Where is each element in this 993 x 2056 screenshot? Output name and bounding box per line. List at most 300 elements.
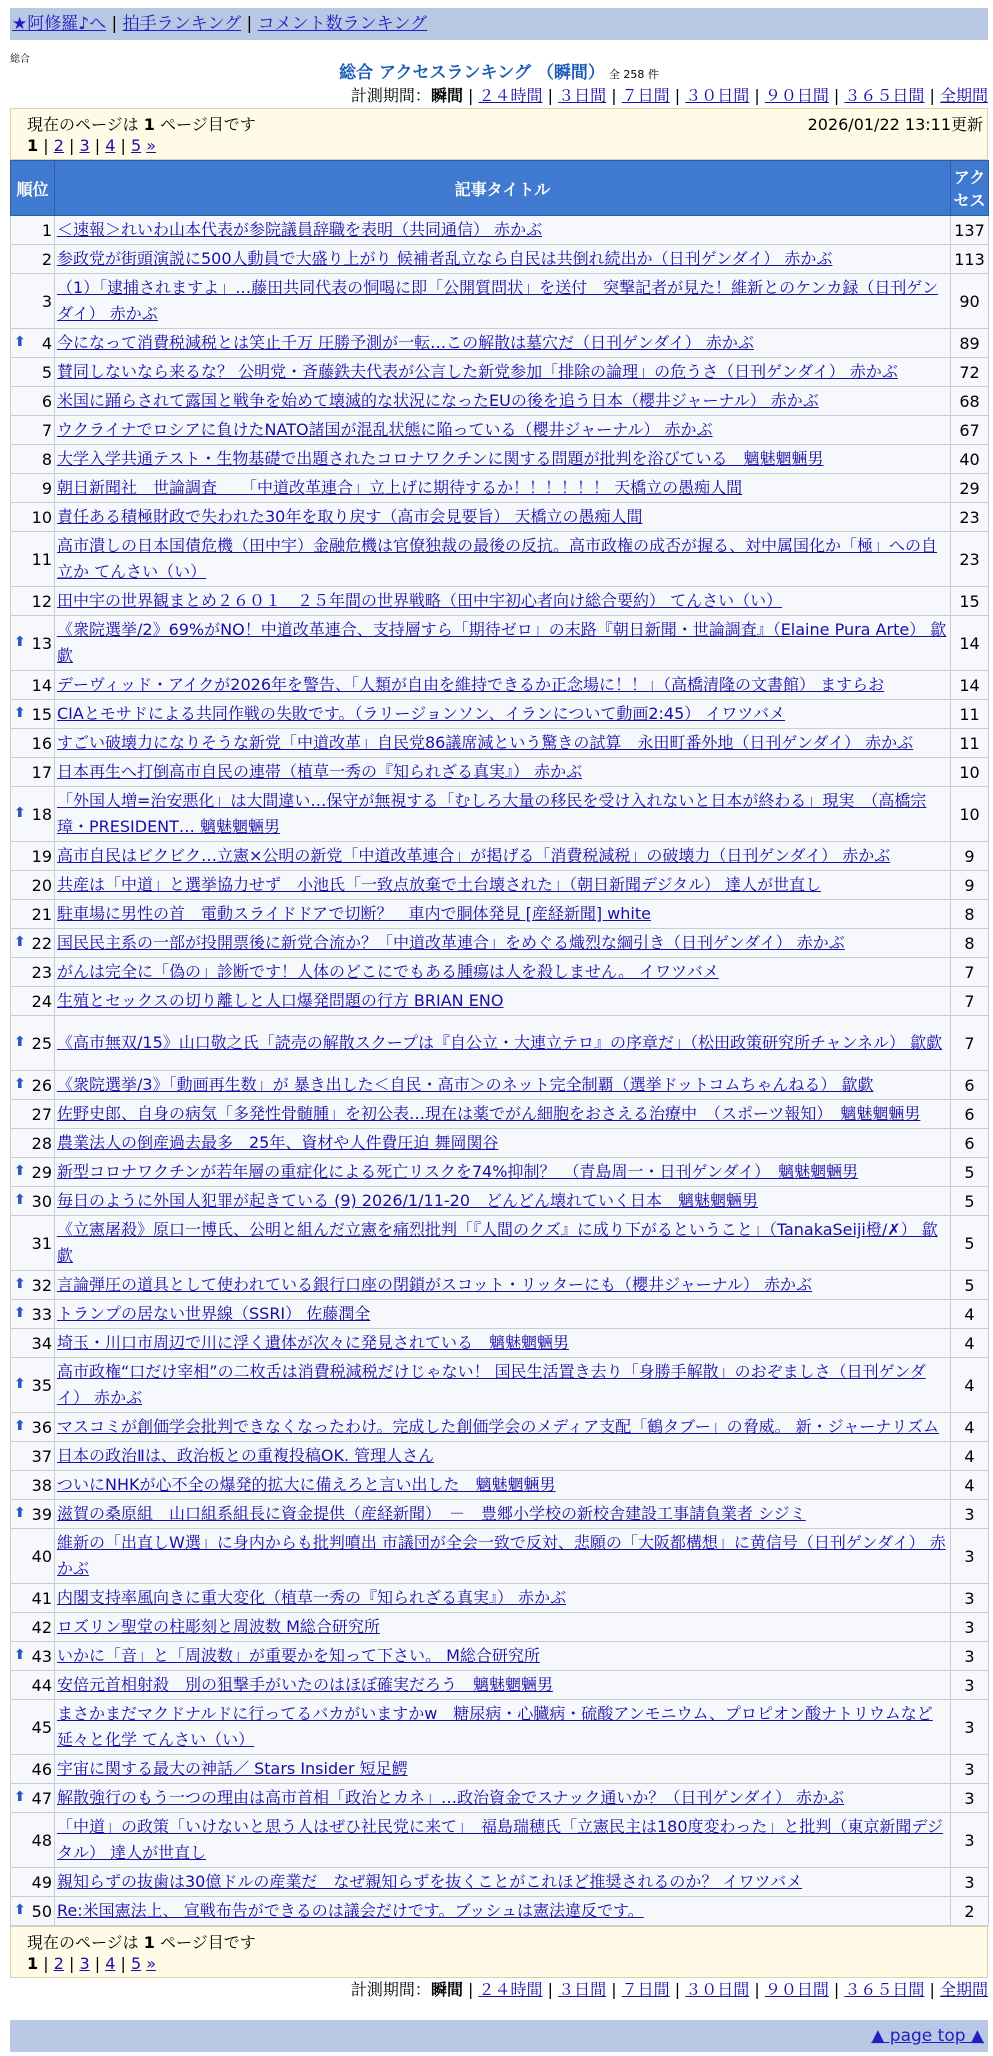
period-current: 瞬間 [430,1980,463,1999]
rank-cell [11,1271,55,1300]
rank-number: 4 [41,333,52,353]
article-link[interactable]: 農業法人の倒産過去最多 25年、資材や人件費圧迫 舞岡関谷 [57,1133,499,1152]
access-count: 4 [951,1471,989,1500]
article-link[interactable]: Re:米国憲法上、 宣戦布告ができるのは議会だけです。ブッシュは憲法違反です。 [57,1901,644,1920]
period-current: 瞬間 [430,86,463,105]
rank-cell [11,1868,55,1897]
period-link[interactable]: ３日間 [558,86,607,105]
pagination-top: 1 | 2 | 3 | 4 | 5 » [27,136,157,155]
article-link[interactable]: まさかまだマクドナルドに行ってるバカがいますかw 糖尿病・心臓病・硫酸アンモニウム、プロピオン酸ナトリウムなど延々と化学 てんさい（い） [57,1704,933,1749]
rank-number: 48 [31,1830,52,1850]
rank-number: 38 [31,1475,52,1495]
article-link[interactable]: 「中道」の政策「いけないと思う人はぜひ社民党に来て」 福島瑞穂氏「立憲民主は180度変わった」と批判（東京新聞デジタル） 達人が世直し [57,1817,944,1862]
article-link[interactable]: 国民民主系の一部が投開票後に新党合流か？「中道改革連合」をめぐる熾烈な綱引き（日刊ゲンダイ） 赤かぶ [57,933,845,952]
pagination-bottom: 1 | 2 | 3 | 4 | 5 » [27,1954,157,1973]
table-row [11,987,989,1016]
access-count: 137 [951,216,989,245]
rank-cell [11,1129,55,1158]
article-link[interactable]: 参政党が街頭演説に500人動員で大盛り上がり 候補者乱立なら自民は共倒れ続出か（日刊ゲンダイ） 赤かぶ [57,249,833,268]
access-count: 6 [951,1071,989,1100]
title-cell [55,1813,951,1868]
page-title-text: 総合 アクセスランキング （瞬間） [339,63,605,83]
rank-cell [11,1897,55,1926]
table-row [11,871,989,900]
access-count: 3 [951,1700,989,1755]
rank-cell [11,274,55,329]
rank-cell [11,842,55,871]
rank-cell [11,787,55,842]
rank-cell [11,1187,55,1216]
access-count: 3 [951,1529,989,1584]
title-cell [55,1271,951,1300]
table-row [11,787,989,842]
access-count: 90 [951,274,989,329]
rank-number: 22 [31,933,52,953]
table-row [11,1216,989,1271]
section-tag: 総合 [10,54,30,65]
updated-time: 2026/01/22 13:11更新 [807,115,983,134]
page-link[interactable]: 4 [105,1954,116,1973]
page-top-link[interactable]: ▲ page top ▲ [871,2026,984,2046]
current-page-number: 1 [143,1933,155,1952]
up-arrow-icon: ⬆ [14,704,26,721]
nav-separator: | [111,14,118,34]
table-row [11,1529,989,1584]
article-link[interactable]: がんは完全に「偽の」診断です！人体のどこにでもある腫瘍は人を殺しません。 イワツバメ [57,962,719,981]
table-row [11,1358,989,1413]
title-cell [55,929,951,958]
article-link[interactable]: （1）「逮捕されますよ」…藤田共同代表の恫喝に即「公開質問状」を送付 突撃記者が見た！維新とのケンカ録（日刊ゲンダイ） 赤かぶ [57,278,939,323]
up-arrow-icon: ⬆ [14,1788,26,1805]
title-cell [55,587,951,616]
article-link[interactable]: 高市自民はビクビク…立憲×公明の新党「中道改革連合」が掲げる「消費税減税」の破壊力（日刊ゲンダイ） 赤かぶ [57,846,891,865]
table-row [11,729,989,758]
access-count: 6 [951,1100,989,1129]
current-page-number: 1 [143,115,155,134]
table-row [11,900,989,929]
article-link[interactable]: 毎日のように外国人犯罪が起きている (9) 2026/1/11-20 どんどん壊れていく日本 魑魅魍魎男 [57,1191,759,1210]
article-link[interactable]: 親知らずの抜歯は30億ドルの産業だ なぜ親知らずを抜くことがこれほど推奨されるのか？ イワツバメ [57,1872,803,1891]
article-link[interactable]: 生殖とセックスの切り離しと人口爆発問題の行方 BRIAN ENO [57,991,504,1010]
rank-number: 10 [31,507,52,527]
comment-ranking-link[interactable]: コメント数ランキング [257,14,428,34]
page-link[interactable]: 2 [53,136,64,155]
up-arrow-icon: ⬆ [14,1646,26,1663]
table-row [11,245,989,274]
access-count: 29 [951,474,989,503]
table-row [11,1100,989,1129]
rank-number: 25 [31,1033,52,1053]
access-count: 68 [951,387,989,416]
table-row [11,1129,989,1158]
table-row [11,587,989,616]
article-link[interactable]: マスコミが創価学会批判できなくなったわけ。完成した創価学会のメディア支配「鶴タブー」の脅威。 新・ジャーナリズム [57,1417,940,1436]
article-link[interactable]: 埼玉・川口市周辺で川に浮く遺体が次々に発見されている 魑魅魍魎男 [57,1333,570,1352]
table-row [11,1016,989,1071]
article-link[interactable]: 《衆院選挙/2》69%がNO！中道改革連合、支持層すら「期待ゼロ」の末路『朝日新聞・世論調査』（Elaine Pura Arte） 歙歔 [57,620,947,665]
table-row [11,416,989,445]
period-link[interactable]: ２４時間 [478,86,543,105]
title-cell [55,700,951,729]
title-cell [55,245,951,274]
current-page-text [27,1930,256,1953]
title-cell [55,758,951,787]
access-count: 3 [951,1868,989,1897]
up-arrow-icon: ⬆ [14,1162,26,1179]
nav-separator: | [246,14,253,34]
access-count: 3 [951,1584,989,1613]
page-info-bottom [10,1926,988,1978]
access-count: 3 [951,1642,989,1671]
article-link[interactable]: 言論弾圧の道具として使われている銀行口座の閉鎖がスコット・リッターにも（櫻井ジャーナル） 赤かぶ [57,1275,813,1294]
access-count: 4 [951,1329,989,1358]
applause-ranking-link[interactable]: 拍手ランキング [122,14,242,34]
bottom-bar [10,2020,988,2052]
rank-number: 20 [31,875,52,895]
title-cell [55,958,951,987]
rank-number: 41 [31,1588,52,1608]
article-link[interactable]: 高市政権“口だけ宰相”の二枚舌は消費税減税だけじゃない！ 国民生活置き去り「身勝手解散」のおぞましさ（日刊ゲンダイ） 赤かぶ [57,1362,926,1407]
table-row [11,758,989,787]
table-row [11,1897,989,1926]
rank-number: 29 [31,1162,52,1182]
table-row [11,1413,989,1442]
page-link[interactable]: 2 [53,1954,64,1973]
title-cell [55,787,951,842]
article-link[interactable]: 《高市無双/15》山口敬之氏「読売の解散スクープは『自公立・大連立テロ』の序章だ」（松田政策研究所チャンネル） 歙歔 [57,1033,943,1052]
rank-cell [11,729,55,758]
period-link[interactable]: ３６５日間 [844,1980,925,1999]
title-cell [55,900,951,929]
table-row [11,1500,989,1529]
access-count: 15 [951,587,989,616]
access-count: 7 [951,987,989,1016]
access-count: 10 [951,758,989,787]
rank-number: 16 [31,733,52,753]
rank-cell [11,929,55,958]
rank-number: 50 [31,1901,52,1921]
title-cell [55,1529,951,1584]
page-info-top [10,108,988,160]
title-cell [55,503,951,532]
rank-cell [11,1671,55,1700]
title-cell [55,1500,951,1529]
title-cell [55,387,951,416]
table-row [11,445,989,474]
access-count: 3 [951,1813,989,1868]
up-arrow-icon: ⬆ [14,1417,26,1434]
title-cell [55,1471,951,1500]
access-count: 3 [951,1671,989,1700]
access-count: 4 [951,1358,989,1413]
rank-cell [11,1100,55,1129]
ranking-table [10,160,989,1926]
article-link[interactable]: 朝日新聞社 世論調査 「中道改革連合」立上げに期待するか！！！！！！ 天橋立の愚痴人間 [57,478,743,497]
table-row [11,503,989,532]
up-arrow-icon: ⬆ [14,1901,26,1918]
rank-cell [11,1413,55,1442]
title-cell [55,1129,951,1158]
rank-number: 35 [31,1375,52,1395]
title-cell [55,1700,951,1755]
article-link[interactable]: 高市潰しの日本国債危機（田中宇）金融危機は官僚独裁の最後の反抗。高市政権の成否が握る、対中属国化か「極」への自立か てんさい（い） [57,536,938,581]
period-selector-bottom: 計測期間：瞬間 | ２４時間 | ３日間 | ７日間 | ３０日間 | ９０日間 | ３６５日間 | 全期間 [350,1980,988,1999]
rank-number: 12 [31,591,52,611]
rank-number: 2 [41,249,52,269]
table-row [11,1329,989,1358]
article-link[interactable]: ロズリン聖堂の柱彫刻と周波数 M総合研究所 [57,1617,380,1636]
access-count: 9 [951,871,989,900]
current-page-prefix: 現在のページは [27,1933,139,1952]
table-row [11,474,989,503]
rank-cell [11,1329,55,1358]
page [10,8,988,2052]
rank-cell [11,871,55,900]
rank-number: 43 [31,1646,52,1666]
access-count: 4 [951,1442,989,1471]
rank-number: 1 [41,220,52,240]
title-cell [55,329,951,358]
next-page-link[interactable]: » [146,136,157,155]
rank-cell [11,900,55,929]
title-cell [55,1016,951,1071]
access-count: 3 [951,1613,989,1642]
rank-number: 46 [31,1759,52,1779]
up-arrow-icon: ⬆ [14,1304,26,1321]
access-count: 5 [951,1271,989,1300]
up-arrow-icon: ⬆ [14,1375,26,1392]
title-cell [55,1755,951,1784]
title-cell [55,1584,951,1613]
up-arrow-icon: ⬆ [14,1075,26,1092]
access-count: 8 [951,900,989,929]
article-link[interactable]: ついにNHKが心不全の爆発的拡大に備えろと言い出した 魑魅魍魎男 [57,1475,556,1494]
access-count: 67 [951,416,989,445]
table-row [11,1868,989,1897]
rank-cell [11,1613,55,1642]
article-link[interactable]: 「外国人増=治安悪化」は大間違い…保守が無視する「むしろ大量の移民を受け入れないと日本が終わる」現実 （高橋宗璋・PRESIDENT… 魑魅魍魎男 [57,791,927,836]
article-link[interactable]: 田中宇の世界観まとめ２６０１ ２５年間の世界戦略（田中宇初心者向け総合要約） てんさい（い） [57,591,783,610]
title-cell [55,1442,951,1471]
rank-number: 3 [41,291,52,311]
title-cell [55,532,951,587]
rank-cell [11,587,55,616]
access-count: 8 [951,929,989,958]
period-link[interactable]: ３０日間 [685,1980,750,1999]
access-count: 6 [951,1129,989,1158]
article-link[interactable]: 新型コロナワクチンが若年層の重症化による死亡リスクを74%抑制？ （青島周一・日刊ゲンダイ） 魑魅魍魎男 [57,1162,859,1181]
rank-number: 15 [31,704,52,724]
article-link[interactable]: いかに「音」と「周波数」が重要かを知って下さい。 M総合研究所 [57,1646,540,1665]
article-link[interactable]: ＜速報＞れいわ山本代表が参院議員辞職を表明（共同通信） 赤かぶ [57,220,543,239]
table-row [11,1584,989,1613]
title-cell [55,274,951,329]
title-cell [55,987,951,1016]
page-current: 1 [27,136,39,155]
access-count: 14 [951,616,989,671]
period-link[interactable]: 全期間 [939,1980,988,1999]
title-cell [55,1187,951,1216]
period-link[interactable]: ２４時間 [478,1980,543,1999]
table-row [11,1671,989,1700]
title-cell [55,358,951,387]
up-arrow-icon: ⬆ [14,1191,26,1208]
period-link[interactable]: ９０日間 [764,86,829,105]
title-cell [55,1216,951,1271]
article-link[interactable]: 佐野史郎、自身の病気「多発性骨髄腫」を初公表…現在は薬でがん細胞をおさえる治療中 （スポーツ報知） 魑魅魍魎男 [57,1104,921,1123]
rank-cell [11,358,55,387]
up-arrow-icon: ⬆ [14,1033,26,1050]
col-title-header: 記事タイトル [55,161,951,216]
rank-number: 26 [31,1075,52,1095]
article-link[interactable]: 内閣支持率風向きに重大変化（植草一秀の『知られざる真実』） 赤かぶ [57,1588,567,1607]
period-link[interactable]: 全期間 [939,86,988,105]
table-row [11,1300,989,1329]
title-cell [55,671,951,700]
article-link[interactable]: 《衆院選挙/3》「動画再生数」が 暴き出した＜自民・高市＞のネット完全制覇（選挙ドットコムちゃんねる） 歙歔 [57,1075,874,1094]
title-cell [55,1100,951,1129]
up-arrow-icon: ⬆ [14,933,26,950]
rank-number: 17 [31,762,52,782]
article-link[interactable]: 共産は「中道」と選挙協力せず 小池氏「一致点放棄で土台壊された」（朝日新聞デジタル） 達人が世直し [57,875,822,894]
table-row [11,1613,989,1642]
next-page-link[interactable]: » [146,1954,157,1973]
rank-number: 36 [31,1417,52,1437]
page-link[interactable]: 3 [79,1954,90,1973]
rank-number: 44 [31,1675,52,1695]
rank-number: 21 [31,904,52,924]
title-cell [55,1671,951,1700]
article-link[interactable]: 責任ある積極財政で失われた30年を取り戻す（高市会見要旨） 天橋立の愚痴人間 [57,507,643,526]
article-link[interactable]: トランプの居ない世界線（SSRI） 佐藤潤全 [57,1304,371,1323]
access-count: 4 [951,1413,989,1442]
rank-number: 8 [41,449,52,469]
rank-cell [11,1358,55,1413]
period-label: 計測期間： [350,1980,431,1999]
rank-cell [11,1700,55,1755]
page-link[interactable]: 3 [79,136,90,155]
rank-cell [11,474,55,503]
table-row [11,1813,989,1868]
article-link[interactable]: デーヴィッド・アイクが2026年を警告、「人類が自由を維持できるか正念場に！！」（高橋清隆の文書館） ますらお [57,675,885,694]
current-page-suffix: ページ目です [160,115,256,134]
article-link[interactable]: 駐車場に男性の首 電動スライドドアで切断？ 車内で胴体発見 [産経新聞] white [57,904,651,923]
table-row [11,1071,989,1100]
title-cell [55,1413,951,1442]
article-link[interactable]: 今になって消費税減税とは笑止千万 圧勝予測が一転…この解散は墓穴だ（日刊ゲンダイ） 赤かぶ [57,333,754,352]
article-link[interactable]: 大学入学共通テスト・生物基礎で出題されたコロナワクチンに関する問題が批判を浴びている 魑魅魍魎男 [57,449,824,468]
table-row [11,1187,989,1216]
access-count: 7 [951,958,989,987]
article-link[interactable]: 《立憲屠殺》原口一博氏、公明と組んだ立憲を痛烈批判「『人間のクズ』に成り下がるということ」（TanakaSeiji橙/✗） 歙歔 [57,1220,938,1265]
article-link[interactable]: ウクライナでロシアに負けたNATO諸国が混乱状態に陥っている（櫻井ジャーナル） 赤かぶ [57,420,713,439]
article-link[interactable]: 日本再生へ打倒高市自民の連帯（植草一秀の『知られざる真実』） 赤かぶ [57,762,583,781]
rank-number: 45 [31,1717,52,1737]
rank-cell [11,1784,55,1813]
table-row [11,616,989,671]
access-count: 2 [951,1897,989,1926]
title-cell [55,1329,951,1358]
rank-cell [11,416,55,445]
home-link[interactable]: ★阿修羅♪へ [12,14,107,34]
access-count: 7 [951,1016,989,1071]
article-link[interactable]: CIAとモサドによる共同作戦の失敗です。（ラリージョンソン、イランについて動画2:45） イワツバメ [57,704,786,723]
period-link[interactable]: ７日間 [621,1980,670,1999]
rank-cell [11,216,55,245]
table-row [11,1471,989,1500]
rank-number: 7 [41,420,52,440]
article-link[interactable]: 維新の「出直しW選」に身内からも批判噴出 市議団が全会一致で反対、悲願の「大阪都構想」に黄信号（日刊ゲンダイ） 赤かぶ [57,1533,946,1578]
rank-cell [11,1500,55,1529]
table-row [11,1158,989,1187]
current-page-prefix: 現在のページは [27,115,139,134]
access-count: 4 [951,1300,989,1329]
title-cell [55,1642,951,1671]
article-link[interactable]: すごい破壊力になりそうな新党「中道改革」自民党86議席減という驚きの試算 永田町番外地（日刊ゲンダイ） 赤かぶ [57,733,914,752]
article-link[interactable]: 滋賀の桑原組 山口組系組長に資金提供（産経新聞） － 豊郷小学校の新校舎建設工事請負業者 シジミ [57,1504,806,1523]
table-row [11,274,989,329]
table-row [11,671,989,700]
rank-cell [11,1071,55,1100]
page-current: 1 [27,1954,39,1973]
current-page-text [27,112,256,135]
rank-number: 24 [31,991,52,1011]
article-link[interactable]: 米国に踊らされて露国と戦争を始めて壊滅的な状況になったEUの後を追う日本（櫻井ジャーナル） 赤かぶ [57,391,819,410]
article-link[interactable]: 安倍元首相射殺 別の狙撃手がいたのはほぼ確実だろう 魑魅魍魎男 [57,1675,554,1694]
period-link[interactable]: ３６５日間 [844,86,925,105]
rank-number: 19 [31,846,52,866]
access-count: 5 [951,1158,989,1187]
rank-cell [11,1755,55,1784]
rank-number: 32 [31,1275,52,1295]
title-cell [55,616,951,671]
page-link[interactable]: 5 [130,1954,142,1973]
article-link[interactable]: 宇宙に関する最大の神話／ Stars Insider 短足鰐 [57,1759,408,1778]
article-link[interactable]: 賛同しないなら来るな？ 公明党・斉藤鉄夫代表が公言した新党参加「排除の論理」の危うさ（日刊ゲンダイ） 赤かぶ [57,362,898,381]
rank-number: 5 [41,362,52,382]
access-count: 23 [951,532,989,587]
rank-number: 6 [41,391,52,411]
rank-number: 11 [31,549,52,569]
access-count: 9 [951,842,989,871]
table-row [11,329,989,358]
page-link[interactable]: 5 [130,136,142,155]
current-page-suffix: ページ目です [160,1933,256,1952]
rank-number: 28 [31,1133,52,1153]
rank-cell [11,329,55,358]
article-link[interactable]: 解散強行のもう一つの理由は高市首相「政治とカネ」…政治資金でスナック通いか？（日刊ゲンダイ） 赤かぶ [57,1788,845,1807]
title-cell [55,1613,951,1642]
access-count: 40 [951,445,989,474]
period-link[interactable]: ９０日間 [764,1980,829,1999]
rank-cell [11,1584,55,1613]
rank-number: 14 [31,675,52,695]
rank-cell [11,671,55,700]
rank-number: 18 [31,804,52,824]
page-link[interactable]: 4 [105,136,116,155]
access-count: 10 [951,787,989,842]
title-cell [55,1897,951,1926]
article-link[interactable]: 日本の政治Ⅱは、政治板との重複投稿OK. 管理人さん [57,1446,435,1465]
access-count: 113 [951,245,989,274]
rank-number: 33 [31,1304,52,1324]
rank-number: 47 [31,1788,52,1808]
period-link[interactable]: ３０日間 [685,86,750,105]
period-link[interactable]: ７日間 [621,86,670,105]
total-count: 全 258 件 [608,68,659,81]
period-link[interactable]: ３日間 [558,1980,607,1999]
title-cell [55,445,951,474]
